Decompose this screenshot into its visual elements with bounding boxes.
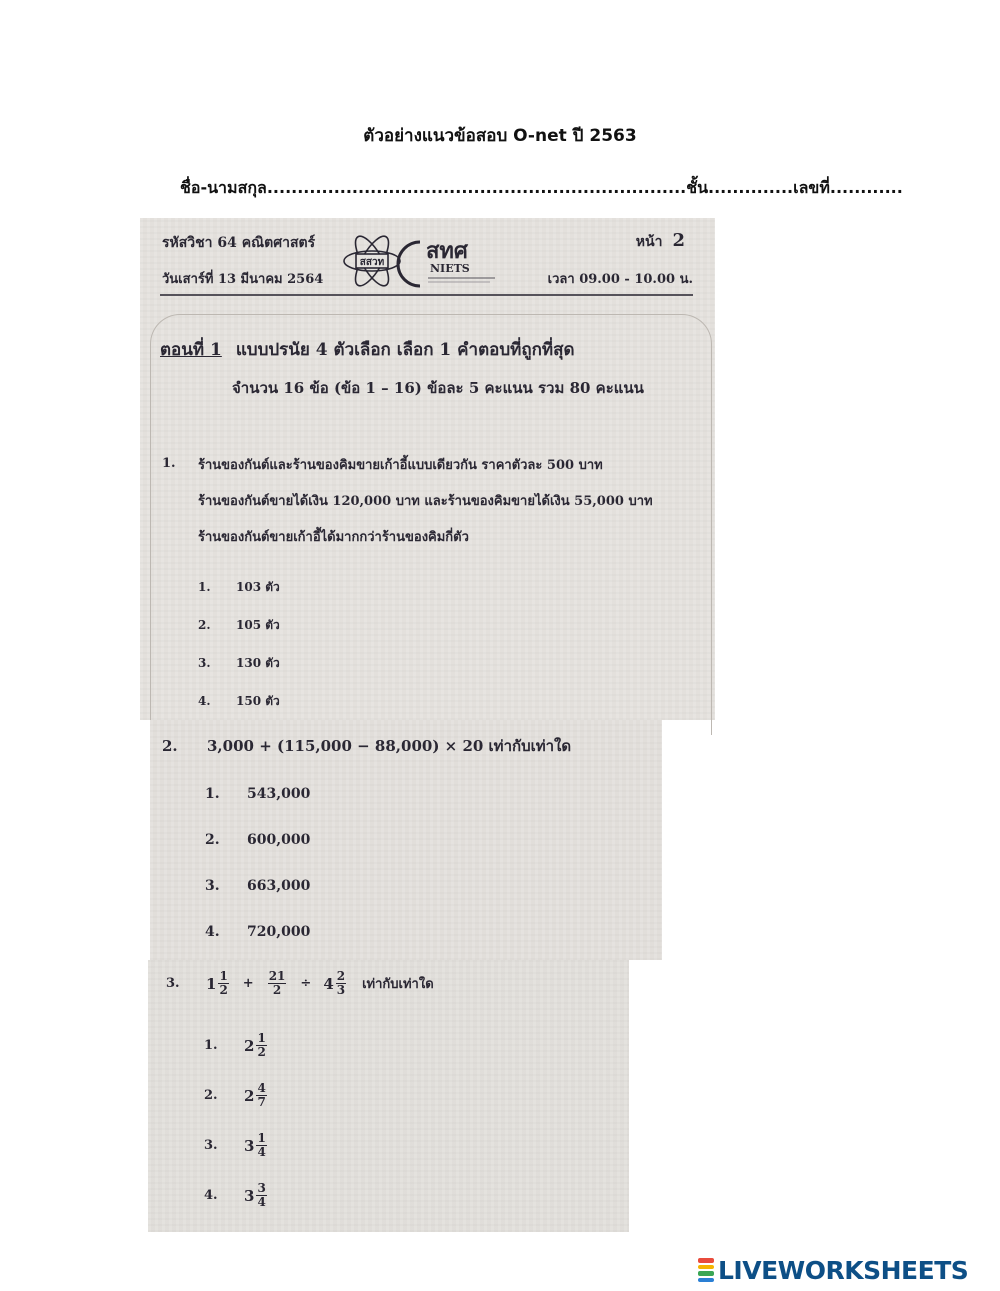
question-2-option bbox=[205, 924, 310, 940]
term1-fraction bbox=[218, 970, 228, 997]
exam-scan-q3 bbox=[148, 960, 629, 1232]
name-line: ชื่อ-นามสกุล.....................................................................ชั้น..............เลขที่............ bbox=[180, 178, 903, 197]
page-title: ตัวอย่างแนวข้อสอบ O-net ปี 2563 bbox=[363, 126, 637, 146]
question-3 bbox=[166, 970, 434, 997]
header-rule bbox=[160, 294, 693, 296]
exam-scan-q2 bbox=[150, 720, 662, 960]
question-3-suffix: เท่ากับเท่าใด bbox=[362, 977, 434, 992]
option-whole: 2 bbox=[244, 1036, 255, 1055]
option-number: 3. bbox=[204, 1138, 218, 1153]
option-text: 150 ตัว bbox=[236, 694, 280, 708]
option-text: 663,000 bbox=[247, 878, 311, 894]
numerator: 1 bbox=[257, 1131, 266, 1145]
option-text: 600,000 bbox=[247, 832, 311, 848]
option-whole: 2 bbox=[244, 1086, 255, 1105]
question-1-line: ร้านของกันต์และร้านของคิมขายเก้าอี้แบบเดียวกัน ราคาตัวละ 500 บาท bbox=[198, 458, 603, 473]
numerator: 3 bbox=[257, 1181, 266, 1195]
plus-sign: + bbox=[242, 976, 254, 991]
question-2 bbox=[162, 734, 571, 758]
exam-date: วันเสาร์ที่ 13 มีนาคม 2564 bbox=[162, 272, 324, 287]
option-whole: 3 bbox=[244, 1136, 255, 1155]
part-title bbox=[160, 336, 575, 363]
subject-code: รหัสวิชา 64 คณิตศาสตร์ bbox=[162, 235, 316, 251]
niets-mark bbox=[398, 242, 420, 286]
denominator: 2 bbox=[257, 1045, 266, 1059]
question-1-option bbox=[198, 616, 280, 635]
question-1-number: 1. bbox=[162, 456, 176, 471]
option-number: 1. bbox=[205, 786, 220, 802]
question-2-option bbox=[205, 786, 310, 802]
question-1-option bbox=[198, 654, 280, 673]
question-1-option bbox=[198, 578, 280, 597]
page-label-text: หน้า bbox=[635, 234, 663, 250]
question-1-line: ร้านของกันต์ขายเก้าอี้ได้มากกว่าร้านของคิมกี่ตัว bbox=[198, 530, 469, 545]
numerator: 1 bbox=[219, 969, 228, 983]
icon-bar bbox=[698, 1278, 714, 1283]
ipst-logo-text: สสวท bbox=[359, 257, 385, 268]
term3-whole: 4 bbox=[323, 974, 334, 993]
option-number: 4. bbox=[198, 694, 211, 708]
option-number: 3. bbox=[205, 878, 220, 894]
question-3-option bbox=[204, 1182, 269, 1209]
question-2-option bbox=[205, 832, 310, 848]
denominator: 3 bbox=[336, 983, 346, 997]
option-number: 4. bbox=[205, 924, 220, 940]
part-label: ตอนที่ 1 bbox=[160, 340, 222, 360]
question-1-option bbox=[198, 692, 280, 711]
numerator: 1 bbox=[257, 1031, 266, 1045]
option-number: 2. bbox=[205, 832, 220, 848]
question-2-text: 3,000 + (115,000 − 88,000) × 20 เท่ากับเท่าใด bbox=[207, 737, 572, 755]
question-1-line: ร้านของกันต์ขายได้เงิน 120,000 บาท และร้านของคิมขายได้เงิน 55,000 บาท bbox=[198, 494, 653, 509]
option-text: 720,000 bbox=[247, 924, 311, 940]
term3-fraction bbox=[336, 970, 346, 997]
niets-thai-text: สทศ bbox=[426, 238, 468, 264]
page-label bbox=[636, 230, 685, 253]
exam-scan-page-header-q1 bbox=[140, 218, 715, 720]
denominator: 2 bbox=[219, 983, 228, 997]
denominator: 2 bbox=[272, 983, 282, 997]
option-number: 4. bbox=[204, 1188, 218, 1203]
question-3-option bbox=[204, 1032, 269, 1059]
liveworksheets-logo[interactable] bbox=[698, 1255, 968, 1285]
term2-fraction bbox=[268, 970, 287, 997]
niets-abbrev-text: NIETS bbox=[430, 262, 470, 275]
question-2-number: 2. bbox=[162, 737, 178, 755]
part-description: แบบปรนัย 4 ตัวเลือก เลือก 1 คำตอบที่ถูกที่สุด bbox=[235, 340, 575, 360]
term1-whole: 1 bbox=[206, 974, 217, 993]
page-number: 2 bbox=[672, 230, 685, 251]
icon-bar bbox=[698, 1271, 714, 1276]
option-number: 2. bbox=[204, 1088, 218, 1103]
option-text: 130 ตัว bbox=[236, 656, 280, 670]
option-text: 105 ตัว bbox=[236, 618, 280, 632]
denominator: 4 bbox=[257, 1145, 266, 1159]
option-whole: 3 bbox=[244, 1186, 255, 1205]
icon-bar bbox=[698, 1265, 714, 1270]
option-number: 1. bbox=[198, 580, 211, 594]
icon-bar bbox=[698, 1258, 714, 1263]
numerator: 2 bbox=[336, 969, 346, 983]
question-3-option bbox=[204, 1132, 269, 1159]
liveworksheets-icon bbox=[698, 1257, 714, 1283]
option-text: 543,000 bbox=[247, 786, 311, 802]
question-3-option bbox=[204, 1082, 269, 1109]
option-fraction bbox=[256, 1082, 266, 1109]
question-2-option bbox=[205, 878, 310, 894]
option-fraction bbox=[256, 1032, 266, 1059]
question-3-number: 3. bbox=[166, 976, 180, 991]
divide-sign: ÷ bbox=[300, 976, 312, 991]
niets-logo bbox=[340, 228, 500, 294]
liveworksheets-brand: LIVEWORKSHEETS bbox=[718, 1255, 969, 1285]
option-text: 103 ตัว bbox=[236, 580, 280, 594]
part-subtitle: จำนวน 16 ข้อ (ข้อ 1 – 16) ข้อละ 5 คะแนน รวม 80 คะแนน bbox=[232, 379, 644, 397]
option-number: 2. bbox=[198, 618, 211, 632]
option-number: 1. bbox=[204, 1038, 218, 1053]
denominator: 4 bbox=[257, 1195, 266, 1209]
option-number: 3. bbox=[198, 656, 211, 670]
numerator: 21 bbox=[268, 969, 286, 983]
numerator: 4 bbox=[257, 1081, 266, 1095]
option-fraction bbox=[256, 1182, 266, 1209]
option-fraction bbox=[256, 1132, 266, 1159]
exam-time: เวลา 09.00 - 10.00 น. bbox=[547, 272, 693, 287]
denominator: 7 bbox=[257, 1095, 266, 1109]
